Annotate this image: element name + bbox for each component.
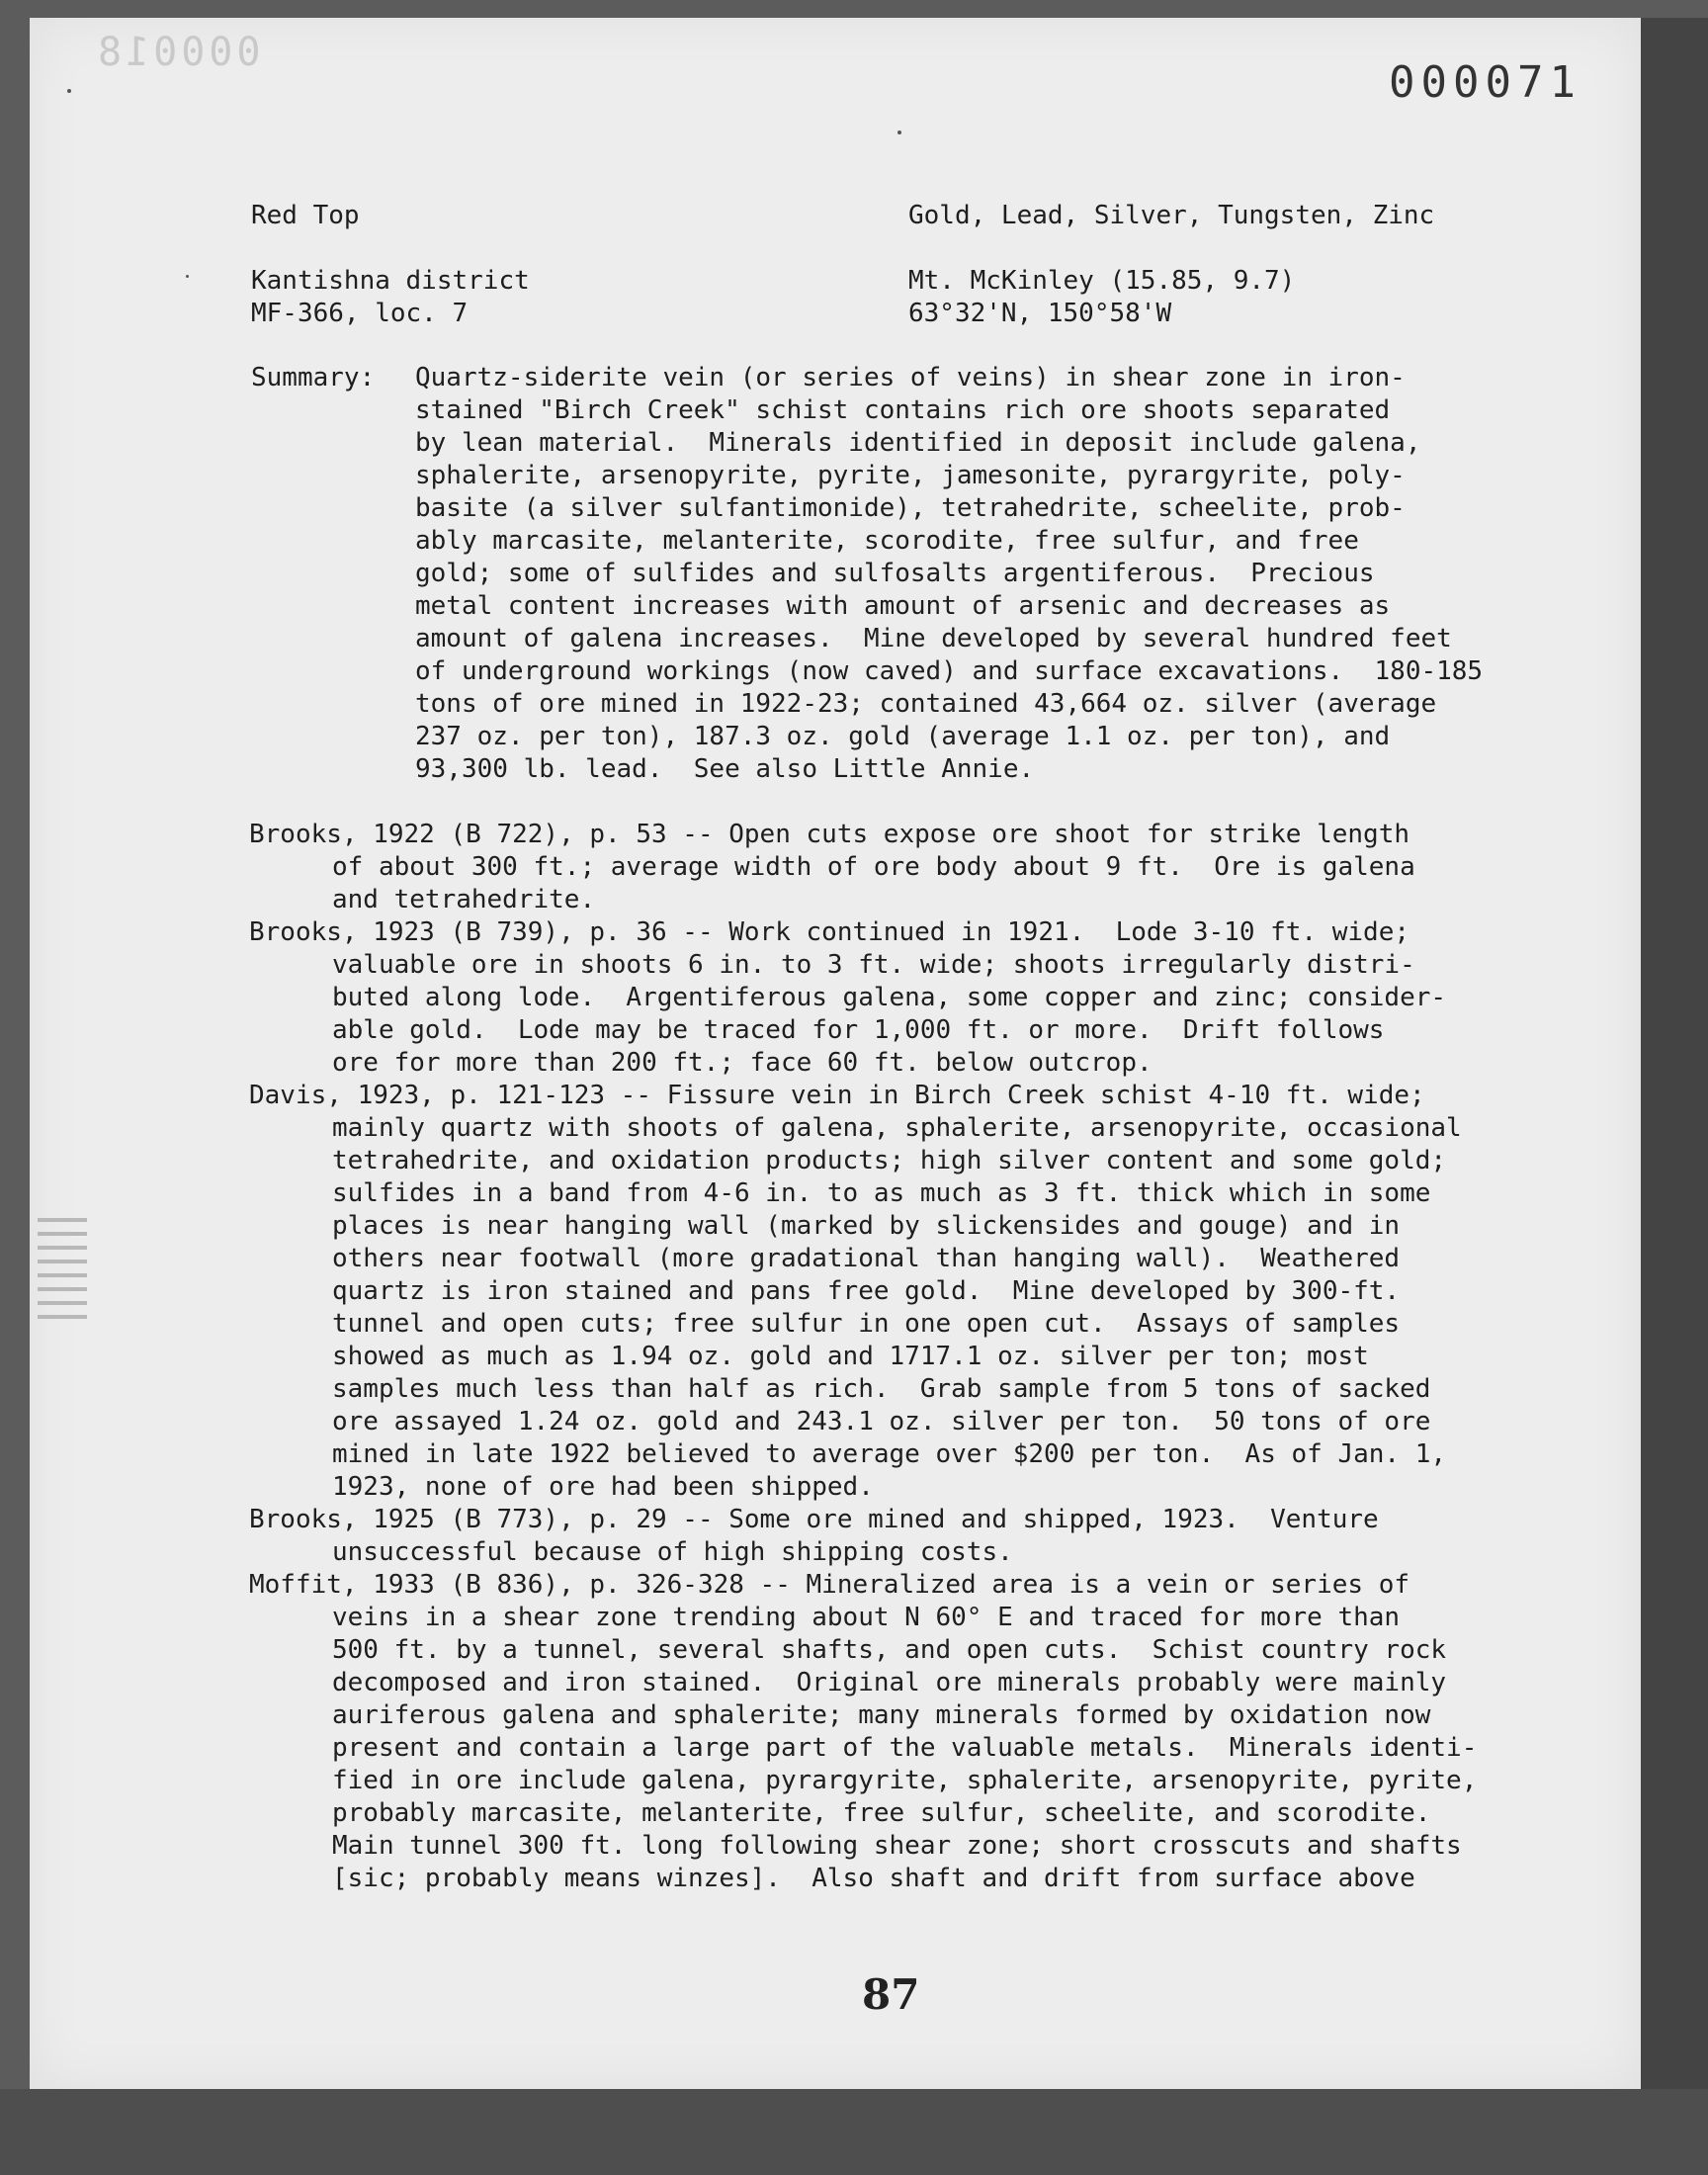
document-number: 000071 — [1389, 57, 1581, 108]
summary-line: of underground workings (now caved) and surface excavations. 180-185 — [415, 656, 1484, 686]
reference-line: mined in late 1922 believed to average over $200 per ton. As of Jan. 1, — [332, 1439, 1447, 1469]
reference-line: Main tunnel 300 ft. long following shear zone; short crosscuts and shafts — [332, 1831, 1462, 1861]
reference-line: present and contain a large part of the valuable metals. Minerals identi- — [332, 1733, 1478, 1763]
reference-line: [sic; probably means winzes]. Also shaft and drift from surface above — [332, 1864, 1415, 1893]
scan-speck — [897, 130, 901, 134]
deposit-name: Red Top — [251, 201, 360, 230]
reference-line: showed as much as 1.94 oz. gold and 1717.1 oz. silver per ton; most — [332, 1342, 1369, 1371]
scan-speck — [67, 89, 71, 93]
reference-line: others near footwall (more gradational than hanging wall). Weathered — [332, 1244, 1401, 1273]
reference-entry: Davis, 1923, p. 121-123 -- Fissure vein in Birch Creek schist 4-10 ft. wide; — [249, 1081, 1425, 1110]
summary-line: sphalerite, arsenopyrite, pyrite, jamesonite, pyrargyrite, poly- — [415, 461, 1406, 490]
scan-edge-right — [1641, 18, 1708, 2175]
scan-edge-bottom — [0, 2089, 1708, 2175]
coordinates: 63°32'N, 150°58'W — [908, 299, 1172, 328]
reference-line: mainly quartz with shoots of galena, sphalerite, arsenopyrite, occasional — [332, 1113, 1462, 1143]
reference-line: probably marcasite, melanterite, free sulfur, scheelite, and scorodite. — [332, 1798, 1431, 1828]
reference-line: fied in ore include galena, pyrargyrite, sphalerite, arsenopyrite, pyrite, — [332, 1766, 1478, 1795]
quadrangle: Mt. McKinley (15.85, 9.7) — [908, 266, 1296, 296]
reference-entry: Brooks, 1923 (B 739), p. 36 -- Work continued in 1921. Lode 3-10 ft. wide; — [249, 917, 1409, 947]
reference-line: veins in a shear zone trending about N 60° E and traced for more than — [332, 1603, 1401, 1632]
summary-line: ably marcasite, melanterite, scorodite, free sulfur, and free — [415, 526, 1359, 556]
reference-line: places is near hanging wall (marked by slickensides and gouge) and in — [332, 1211, 1401, 1241]
page-number: 87 — [862, 1970, 920, 2019]
reference-line: decomposed and iron stained. Original ore minerals probably were mainly — [332, 1668, 1447, 1697]
reference-line: able gold. Lode may be traced for 1,000 ft. or more. Drift follows — [332, 1015, 1385, 1045]
summary-line: by lean material. Minerals identified in deposit include galena, — [415, 428, 1421, 458]
reference-entry: Brooks, 1922 (B 722), p. 53 -- Open cuts expose ore shoot for strike length — [249, 820, 1409, 849]
summary-line: gold; some of sulfides and sulfosalts argentiferous. Precious — [415, 559, 1375, 588]
reference-line: tetrahedrite, and oxidation products; high silver content and some gold; — [332, 1146, 1447, 1175]
map-reference: MF-366, loc. 7 — [251, 299, 469, 328]
summary-line: Quartz-siderite vein (or series of veins) in shear zone in iron- — [415, 363, 1406, 392]
summary-line: stained "Birch Creek" schist contains rich ore shoots separated — [415, 395, 1391, 425]
district: Kantishna district — [251, 266, 530, 296]
scan-speck — [186, 275, 189, 278]
references — [249, 819, 1477, 1895]
reference-line: tunnel and open cuts; free sulfur in one open cut. Assays of samples — [332, 1309, 1401, 1339]
ghost-stamp-number: 000018 — [94, 30, 261, 75]
reference-line: auriferous galena and sphalerite; many minerals formed by oxidation now — [332, 1700, 1431, 1730]
reference-line: buted along lode. Argentiferous galena, some copper and zinc; consider- — [332, 983, 1447, 1012]
reference-line: ore assayed 1.24 oz. gold and 243.1 oz. silver per ton. 50 tons of ore — [332, 1407, 1431, 1436]
summary-line: basite (a silver sulfantimonide), tetrahedrite, scheelite, prob- — [415, 493, 1406, 523]
reference-entry: Moffit, 1933 (B 836), p. 326-328 -- Mineralized area is a vein or series of — [249, 1570, 1409, 1600]
summary-line: 237 oz. per ton), 187.3 oz. gold (average 1.1 oz. per ton), and — [415, 722, 1391, 751]
summary-line: 93,300 lb. lead. See also Little Annie. — [415, 754, 1035, 784]
summary-line: tons of ore mined in 1922-23; contained 43,664 oz. silver (average — [415, 689, 1437, 719]
reference-line: quartz is iron stained and pans free gold. Mine developed by 300-ft. — [332, 1276, 1401, 1306]
reference-line: samples much less than half as rich. Grab sample from 5 tons of sacked — [332, 1374, 1431, 1404]
reference-entry: Brooks, 1925 (B 773), p. 29 -- Some ore mined and shipped, 1923. Venture — [249, 1505, 1379, 1534]
reference-line: ore for more than 200 ft.; face 60 ft. below outcrop. — [332, 1048, 1153, 1078]
summary-line: metal content increases with amount of arsenic and decreases as — [415, 591, 1391, 621]
reference-line: 500 ft. by a tunnel, several shafts, and open cuts. Schist country rock — [332, 1635, 1447, 1665]
summary-text — [415, 362, 1483, 786]
reference-line: of about 300 ft.; average width of ore body about 9 ft. Ore is galena — [332, 852, 1415, 882]
reference-line: 1923, none of ore had been shipped. — [332, 1472, 874, 1502]
summary-label: Summary: — [251, 363, 376, 392]
reference-line: sulfides in a band from 4-6 in. to as much as 3 ft. thick which in some — [332, 1178, 1431, 1208]
commodities: Gold, Lead, Silver, Tungsten, Zinc — [908, 201, 1435, 230]
reference-line: and tetrahedrite. — [332, 885, 596, 914]
summary-line: amount of galena increases. Mine developed by several hundred feet — [415, 624, 1452, 653]
scan-binding-marks — [38, 1218, 87, 1347]
reference-line: unsuccessful because of high shipping costs. — [332, 1537, 1013, 1567]
reference-line: valuable ore in shoots 6 in. to 3 ft. wide; shoots irregularly distri- — [332, 950, 1415, 980]
